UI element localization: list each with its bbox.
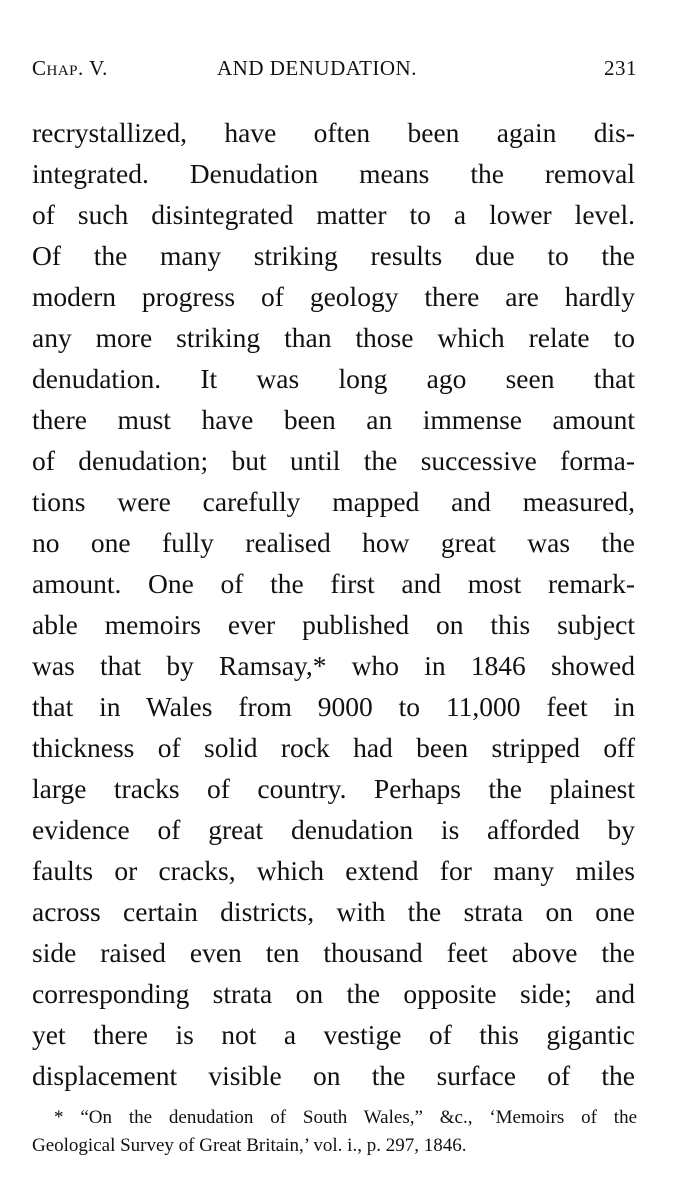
text-line: of denudation; but until the successive forma- xyxy=(32,445,635,476)
running-header xyxy=(32,56,637,86)
text-line: no one fully realised how great was the xyxy=(32,527,635,558)
footnote xyxy=(32,1104,637,1160)
text-line: any more striking than those which relate to xyxy=(32,322,635,353)
page-number: 231 xyxy=(604,56,637,80)
text-line: there must have been an immense amount xyxy=(32,404,635,435)
footnote-line: Geological Survey of Great Britain,’ vol. i., p. 297, 1846. xyxy=(32,1135,467,1156)
text-line: integrated. Denudation means the removal xyxy=(32,158,635,189)
text-line: of such disintegrated matter to a lower level. xyxy=(32,199,635,230)
text-line: was that by Ramsay,* who in 1846 showed xyxy=(32,650,635,681)
text-line: corresponding strata on the opposite side; and xyxy=(32,978,635,1009)
text-line: evidence of great denudation is afforded by xyxy=(32,814,635,845)
text-line: that in Wales from 9000 to 11,000 feet in xyxy=(32,691,635,722)
footnote-line: * “On the denudation of South Wales,” &c., ‘Memoirs of the xyxy=(54,1107,637,1128)
text-line: tions were carefully mapped and measured, xyxy=(32,486,635,517)
running-title: AND DENUDATION. xyxy=(217,56,417,80)
text-line: side raised even ten thousand feet above the xyxy=(32,937,635,968)
text-line: across certain districts, with the strata on one xyxy=(32,896,635,927)
text-line: yet there is not a vestige of this gigantic xyxy=(32,1019,635,1050)
text-line: modern progress of geology there are hardly xyxy=(32,281,635,312)
text-line: large tracks of country. Perhaps the plainest xyxy=(32,773,635,804)
text-line: faults or cracks, which extend for many miles xyxy=(32,855,635,886)
text-line: Of the many striking results due to the xyxy=(32,240,635,271)
text-line: recrystallized, have often been again dis- xyxy=(32,117,635,148)
body-text xyxy=(32,112,635,1096)
text-line: denudation. It was long ago seen that xyxy=(32,363,635,394)
text-line: able memoirs ever published on this subject xyxy=(32,609,635,640)
text-line: displacement visible on the surface of the xyxy=(32,1060,635,1091)
chapter-label: Chap. V. xyxy=(32,56,108,80)
text-line: amount. One of the first and most remark- xyxy=(32,568,635,599)
text-line: thickness of solid rock had been stripped off xyxy=(32,732,635,763)
